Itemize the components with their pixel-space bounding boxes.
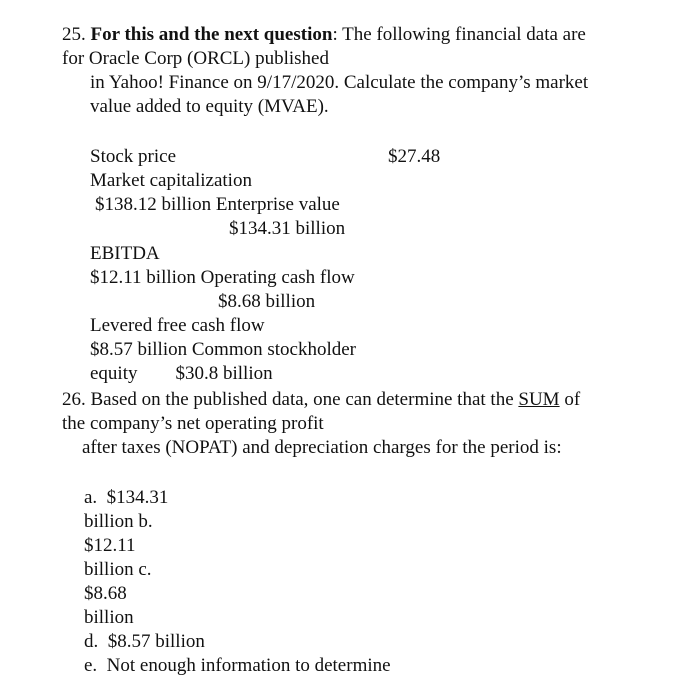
data-line-levered-fcf: Levered free cash flow xyxy=(90,315,265,336)
data-line-stock-price: Stock price xyxy=(90,146,177,167)
q25-lead-bold: For this and the next question xyxy=(90,24,333,45)
q25-header-line xyxy=(62,23,586,47)
data-line-market-cap: Market capitalization xyxy=(90,170,252,191)
q25-line-3: in Yahoo! Finance on 9/17/2020. Calculate the company’s market xyxy=(90,72,589,93)
option-line-b-amount: $12.11 xyxy=(84,535,136,556)
q26-line-1-pre: Based on the published data, one can determine that the xyxy=(90,389,514,410)
option-line-b-label: billion b. xyxy=(84,511,153,532)
q26-sum-underlined: SUM xyxy=(518,389,560,410)
data-line-operating-cash-flow: $12.11 billion Operating cash flow xyxy=(90,267,355,288)
q26-line-3: after taxes (NOPAT) and depreciation charges for the period is: xyxy=(82,437,562,458)
option-line-c-amount: $8.68 xyxy=(84,583,127,604)
data-line-enterprise-value: $138.12 billion Enterprise value xyxy=(95,194,340,215)
q25-number: 25. xyxy=(62,24,86,45)
option-line-c-label: billion c. xyxy=(84,559,152,580)
data-line-ebitda: EBITDA xyxy=(90,243,160,264)
q26-number: 26. xyxy=(62,389,86,410)
q25-line-2: for Oracle Corp (ORCL) published xyxy=(62,48,329,69)
q26-line-2: the company’s net operating profit xyxy=(62,413,324,434)
data-line-equity-amount: equity $30.8 billion xyxy=(90,363,273,384)
stock-price-value: $27.48 xyxy=(388,146,441,167)
option-line-c-unit: billion xyxy=(84,607,134,628)
data-line-ocf-amount: $8.68 billion xyxy=(218,291,316,312)
option-line-d: d. $8.57 billion xyxy=(84,631,205,652)
q25-lead-rest: : The following financial data are xyxy=(332,24,586,45)
option-line-e: e. Not enough information to determine xyxy=(84,655,391,676)
data-line-common-equity: $8.57 billion Common stockholder xyxy=(90,339,356,360)
q26-line-1 xyxy=(62,388,580,412)
option-line-a: a. $134.31 xyxy=(84,487,169,508)
q26-line-1-post: of xyxy=(564,389,581,410)
q25-line-4: value added to equity (MVAE). xyxy=(90,96,329,117)
data-line-ev-amount: $134.31 billion xyxy=(229,218,346,239)
